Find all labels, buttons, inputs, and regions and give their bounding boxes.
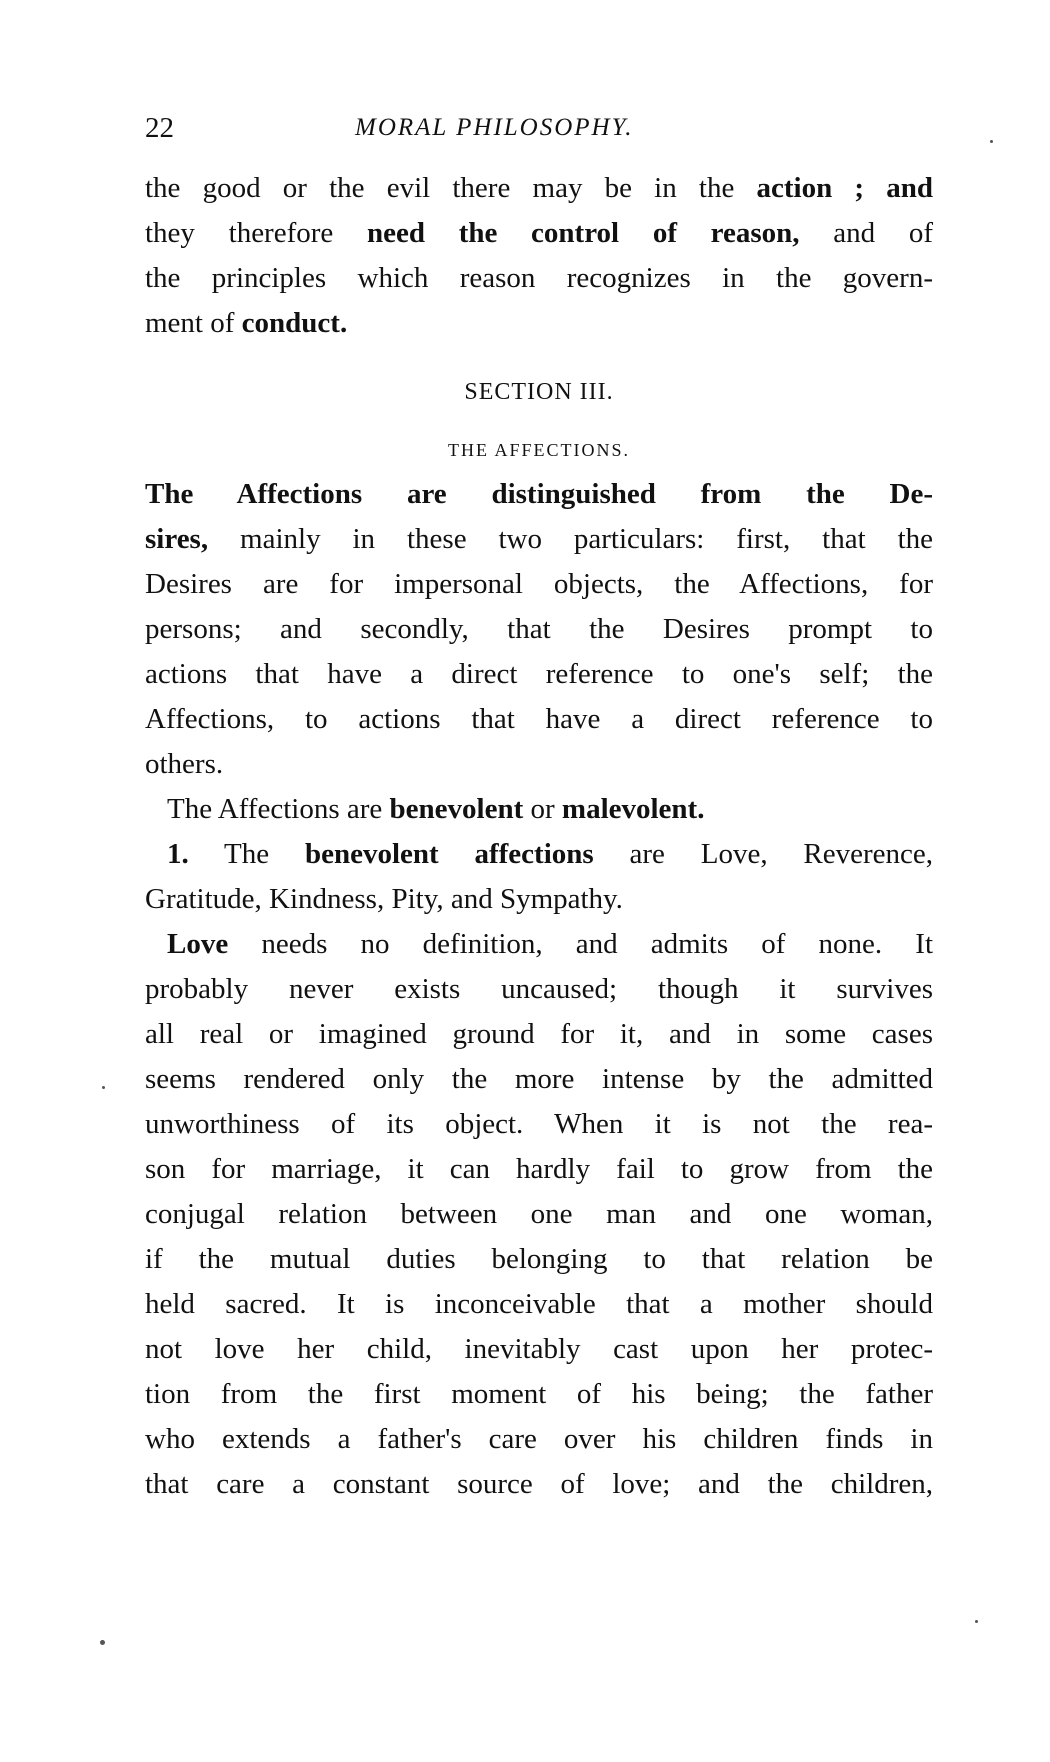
scan-speck [102, 1086, 105, 1089]
text-segment: held sacred. It is inconceivable that a mother should [145, 1288, 933, 1320]
text-segment: tion from the first moment of his being; the father [145, 1378, 933, 1410]
scan-speck [990, 140, 993, 143]
text-line [145, 1102, 933, 1147]
text-line [145, 967, 933, 1012]
text-segment: seems rendered only the more intense by the admitted [145, 1063, 933, 1095]
text-line [145, 697, 933, 742]
bold-text: conduct. [241, 307, 348, 339]
text-segment: unworthiness of its object. When it is not the rea- [145, 1108, 933, 1140]
text-segment: son for marriage, it can hardly fail to grow from the [145, 1153, 933, 1185]
text-segment: who extends a father's care over his children finds in [145, 1423, 933, 1455]
text-segment: persons; and secondly, that the Desires prompt to [145, 613, 933, 645]
text-line [145, 1327, 933, 1372]
text-segment: and of [799, 217, 933, 249]
bold-text: action ; and [756, 172, 933, 204]
text-segment: mainly in these two particulars: first, that the [208, 523, 933, 555]
text-line [145, 1417, 933, 1462]
text-segment: conjugal relation between one man and one woman, [145, 1198, 933, 1230]
running-head: MORAL PHILOSOPHY. [355, 114, 634, 141]
text-segment: are Love, Reverence, [593, 838, 933, 870]
text-line [145, 832, 933, 877]
text-segment: Desires are for impersonal objects, the Affections, for [145, 568, 933, 600]
text-line [145, 877, 933, 922]
text-line [145, 517, 933, 562]
bold-text: need the control of reason, [366, 217, 800, 249]
text-line [145, 256, 933, 301]
text-segment: ment of [145, 307, 242, 339]
text-line [145, 922, 933, 967]
text-segment: not love her child, inevitably cast upon her protec- [145, 1333, 933, 1365]
text-segment: the good or the evil there may be in the [145, 172, 757, 204]
bold-text: benevolent affections [304, 838, 594, 870]
text-line [145, 1237, 933, 1282]
bold-text: The Affections are distinguished from the De- [145, 478, 933, 510]
text-line [145, 652, 933, 697]
text-line [145, 211, 933, 256]
text-segment: probably never exists uncaused; though it survives [145, 973, 933, 1005]
text-line [145, 562, 933, 607]
text-line [145, 1192, 933, 1237]
text-line [145, 742, 933, 787]
text-segment: all real or imagined ground for it, and in some cases [145, 1018, 933, 1050]
bold-text: 1. [167, 838, 189, 870]
text-segment: actions that have a direct reference to one's self; the [145, 658, 933, 690]
section-subtitle: THE AFFECTIONS. [447, 440, 630, 460]
bold-text: Love [167, 928, 229, 960]
page-number: 22 [145, 112, 174, 144]
text-line [145, 1012, 933, 1057]
scan-speck [100, 1640, 105, 1645]
text-segment: Gratitude, Kindness, Pity, and Sympathy. [145, 883, 623, 915]
text-line [145, 1147, 933, 1192]
text-segment: if the mutual duties belonging to that relation be [145, 1243, 933, 1275]
scan-speck [975, 1620, 978, 1623]
bold-text: sires, [145, 523, 209, 555]
bold-text: benevolent [389, 793, 524, 825]
text-line [145, 1282, 933, 1327]
text-segment: the principles which reason recognizes in the govern- [145, 262, 933, 294]
text-segment: others. [145, 748, 224, 780]
section-title: SECTION III. [464, 379, 614, 405]
text-segment: needs no definition, and admits of none. It [228, 928, 933, 960]
text-line [145, 1372, 933, 1417]
text-line [145, 301, 933, 346]
text-segment: Affections, to actions that have a direct reference to [145, 703, 933, 735]
text-segment: The [188, 838, 305, 870]
bold-text: malevolent. [561, 793, 705, 825]
text-line [145, 1057, 933, 1102]
text-line [145, 607, 933, 652]
text-segment: or [523, 793, 562, 825]
text-line [145, 1462, 933, 1507]
text-line [145, 166, 933, 211]
text-segment: that care a constant source of love; and the children, [145, 1468, 933, 1500]
text-line [145, 787, 933, 832]
text-segment: The Affections are [167, 793, 390, 825]
text-line [145, 472, 933, 517]
text-segment: they therefore [145, 217, 367, 249]
